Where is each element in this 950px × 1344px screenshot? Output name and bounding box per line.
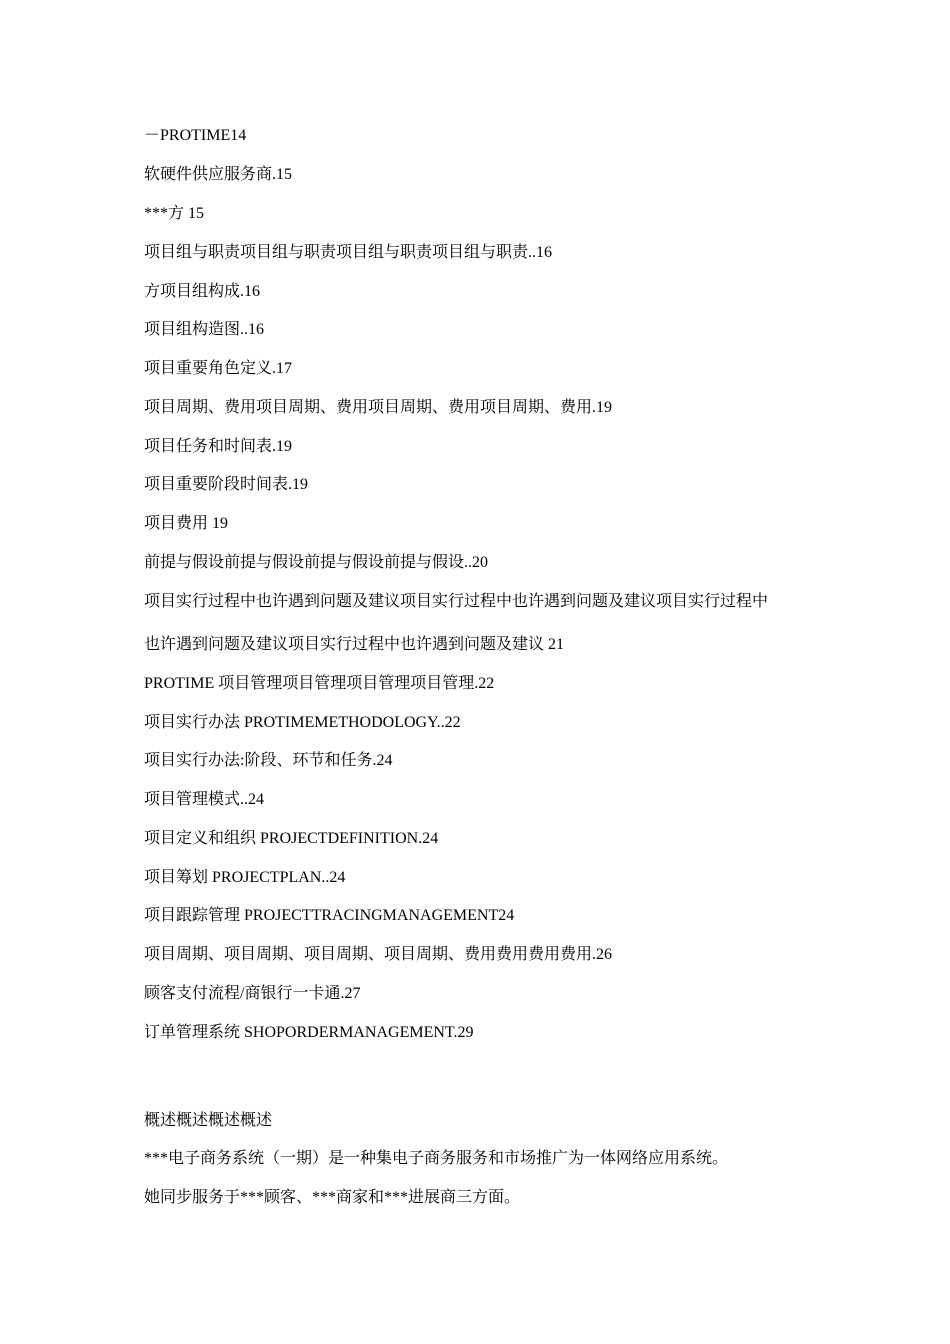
toc-entry: 顾客支付流程/商银行一卡通.27 [144,985,361,1002]
toc-entry: 项目重要角色定义.17 [144,360,293,377]
toc-entry: 前提与假设前提与假设前提与假设前提与假设..20 [144,554,489,571]
overview-paragraph: 她同步服务于***顾客、***商家和***进展商三方面。 [144,1189,521,1206]
toc-entry: 项目组构造图..16 [144,321,265,338]
toc-entry: 项目实行过程中也许遇到问题及建议项目实行过程中也许遇到问题及建议项目实行过程中 [144,593,769,610]
toc-entry: 项目实行办法:阶段、环节和任务.24 [144,752,393,769]
toc-entry: 项目周期、费用项目周期、费用项目周期、费用项目周期、费用.19 [144,399,613,416]
toc-entry: 订单管理系统 SHOPORDERMANAGEMENT.29 [144,1024,474,1041]
toc-entry: 项目费用 19 [144,515,229,532]
toc-entry: ***方 15 [144,205,205,222]
toc-entry: 也许遇到问题及建议项目实行过程中也许遇到问题及建议 21 [144,636,565,653]
toc-entry: －PROTIME14 [144,127,247,144]
toc-entry: 项目实行办法 PROTIMEMETHODOLOGY..22 [144,714,461,731]
toc-entry: 项目周期、项目周期、项目周期、项目周期、费用费用费用费用.26 [144,946,613,963]
toc-entry: 项目跟踪管理 PROJECTTRACINGMANAGEMENT24 [144,907,515,924]
toc-entry: 项目筹划 PROJECTPLAN..24 [144,869,346,886]
toc-entry: PROTIME 项目管理项目管理项目管理项目管理.22 [144,675,495,692]
overview-paragraph: ***电子商务系统（一期）是一种集电子商务服务和市场推广为一体网络应用系统。 [144,1150,729,1167]
toc-entry: 项目任务和时间表.19 [144,438,293,455]
toc-entry: 项目管理模式..24 [144,791,265,808]
toc-entry: 软硬件供应服务商.15 [144,166,293,183]
toc-entry: 项目定义和组织 PROJECTDEFINITION.24 [144,830,439,847]
toc-entry: 项目重要阶段时间表.19 [144,476,309,493]
overview-heading: 概述概述概述概述 [144,1112,273,1129]
toc-entry: 方项目组构成.16 [144,283,261,300]
toc-entry: 项目组与职责项目组与职责项目组与职责项目组与职责..16 [144,244,553,261]
